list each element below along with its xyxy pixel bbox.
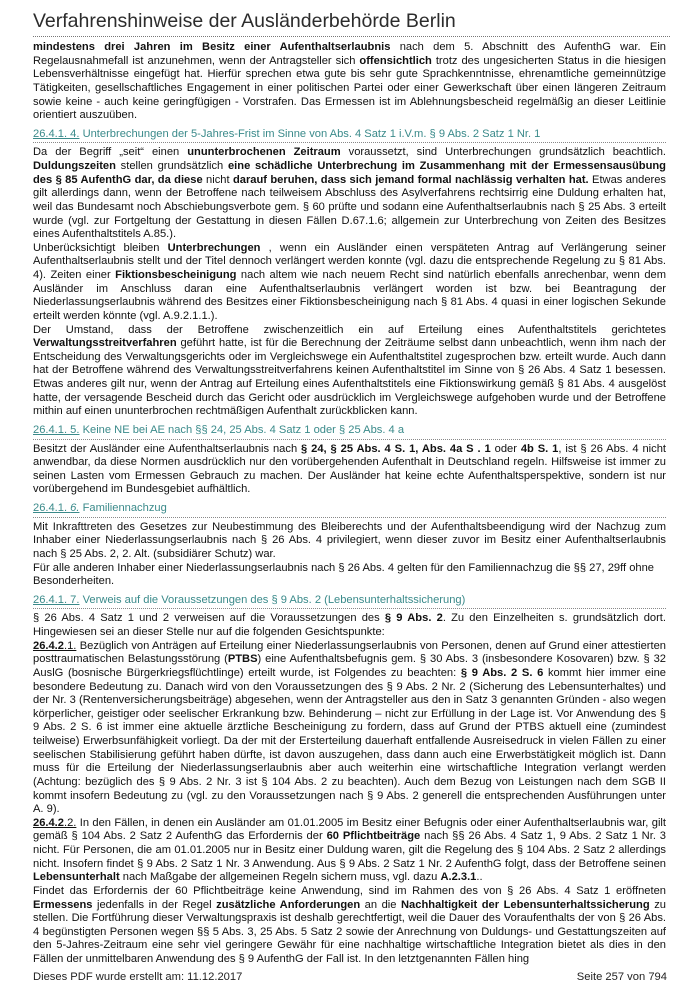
paragraph: Mit Inkrafttreten des Gesetzes zur Neubestimmung des Bleiberechts und der Aufenthaltsbeendigung wird der Nachzug zum Inhaber einer Niederlassungserlaubnis nach § 26 Abs. 4 privilegiert, wenn dieser zuvor im Besitz einer Aufenthaltserlaubnis nach § 25 Abs. 2, 2. Alt. (subsidiärer Schutz) war. xyxy=(33,520,666,560)
text: oder xyxy=(490,442,521,455)
document-body xyxy=(33,41,666,967)
bold-text: Unterbrechungen xyxy=(167,241,261,254)
title-divider xyxy=(33,36,670,37)
paragraph: Für alle anderen Inhaber einer Niederlassungserlaubnis nach § 26 Abs. 4 gelten für den Familiennachzug die §§ 27, 29ff ohne Besonderheiten. xyxy=(33,561,654,588)
text: kommt hier immer eine besondere Bedeutung zu. Danach wird von den Voraussetzungen des § 9 Abs. 2 Nr. 2 (Sicherung des Lebensunterhaltes) und der Nr. 3 (Rentenversicherungsbeiträge) abgesehen, wenn der Antragsteller aus den in Satz 3 genannten Gründen - also wegen körperlicher, geistiger oder seelischer Erkrankung bzw. Behinderung – nicht zur Erfüllung in der Lage ist. Vor Anwendung des § 9 Abs. 2 S. 6 ist immer eine aktuelle ärztliche Bescheinigung zu fordern, dass auf Grund der PTBS aktuell eine (zumindest teilweise) Erwerbsunfähigkeit vorliegt. Da der mit der Ersterteilung dauerhaft entfallende Ausreisedruck in vielen Fällen zu einer seelischen Stabilisierung geführt haben dürfte, ist davon auszugehen, dass dann auch eine Erwerbstätigkeit möglich ist. Dann muss für die Erteilung der Niederlassungserlaubnis aber auch weiterhin eine wirtschaftliche Integration verlangt werden (Achtung: bezüglich des § 9 Abs. 2 Nr. 3 ist § 104 Abs. 2 zu beachten). Auch dem Bezug von Leistungen nach dem SGB II kommt insofern Bedeutung zu (vgl. zu den Voraussetzungen nach § 9 Abs. 2 generell die entsprechenden Ausführungen unter A. 9). xyxy=(33,666,667,816)
text: stellen grundsätzlich xyxy=(115,160,228,172)
paragraph xyxy=(33,640,666,817)
text: Etwas anderes gilt allerdings dann, wenn der Betroffene nach teilweisem Abschluss des Asylverfahrens rechtsirrig eine Duldung erhalten hat, weil das Bundesamt noch Abschiebungsverbote gem. § 60 prüfte und sodann eine Aufenthaltserlaubnis nach § 25 Abs. 3 erteilt wurde (vgl. zur Fortgeltung der Gestattung in diesen Fällen D.67.1.6; allgemein zur Unterbrechung von Zeiten des Besitzes eines Aufenthaltstitels A.85.). xyxy=(33,173,666,241)
text: trotz des ungesicherten Status in die hiesigen Lebensverhältnisse eingefügt hat. Hierfür sprechen etwa gute bis sehr gute Sprachkenntnisse, ehrenamtliche gemeinnützige Tätigkeiten, gesellschaftliches Engagement in einer politischen Partei oder einer Gewerkschaft über einen längeren Zeitraum sowie keine - auch keine geringfügigen - Vorstrafen. Das Ermessen ist im Ablehnungsbescheid regelmäßig an dieser Leitlinie orientiert auszuüben. xyxy=(33,54,666,122)
text: Da der Begriff „seit“ einen xyxy=(33,146,188,159)
subsection-number: 26.4.2 xyxy=(33,816,64,829)
text: § 26 Abs. 4 Satz 1 und 2 verweisen auf die Voraussetzungen des xyxy=(33,612,385,625)
bold-text: § 24, § 25 Abs. 4 S. 1, Abs. 4a S . 1 xyxy=(301,442,491,455)
bold-text: Lebensunterhalt xyxy=(33,871,120,884)
paragraph xyxy=(33,146,666,241)
bold-text: 4b S. 1 xyxy=(520,442,559,455)
section-heading-4 xyxy=(33,128,666,144)
text: Findet das Erfordernis der 60 Pflichtbeiträge keine Anwendung, sind im Rahmen des von § 26 Abs. 4 Satz 1 eröffneten xyxy=(33,884,666,897)
intro-paragraph xyxy=(33,41,666,123)
text: nicht xyxy=(202,173,233,186)
text: jedenfalls in der Regel xyxy=(92,898,217,911)
bold-text: Ermessens xyxy=(33,898,93,911)
section-heading-6 xyxy=(33,502,666,518)
section-title: Unterbrechungen der 5-Jahres-Frist im Sinne von Abs. 4 Satz 1 i.V.m. § 9 Abs. 2 Satz 1 Nr. 1 xyxy=(79,127,541,140)
section-number[interactable]: 26.4.1. xyxy=(33,502,71,514)
bold-text: eine schädliche Unterbrechung im Zusammenhang mit der Ermessensausübung des § 85 AufenthG dar, da diese xyxy=(33,160,666,186)
footer-page-number: Seite 257 von 794 xyxy=(576,971,667,983)
section-title: Verweis auf die Voraussetzungen des § 9 Abs. 2 (Lebensunterhaltssicherung) xyxy=(79,593,466,606)
paragraph xyxy=(33,817,666,885)
text: ) eine Aufenthaltsbefugnis gem. § 30 Abs. 3 (insbesondere Kosovaren) bzw. § 32 AuslG (bosnische Bürgerkriegsflüchtlinge) erteilt wurde, ist Folgendes zu beachten: xyxy=(33,653,666,679)
bold-text: 60 Pflichtbeiträge xyxy=(326,830,421,843)
bold-text: darauf beruhen, dass sich jemand formal nachlässig verhalten hat. xyxy=(232,173,589,186)
section-title: Familiennachzug xyxy=(79,502,167,514)
text: . Zu den Einzelheiten s. grundsätzlich dort. Hingewiesen sei an dieser Stelle nur auf die folgenden Gesichtspunkte: xyxy=(33,612,666,638)
subsection-number-suffix: .1. xyxy=(63,639,77,652)
bold-text: zusätzliche Anforderungen xyxy=(216,898,361,911)
page-title: Verfahrenshinweise der Ausländerbehörde Berlin xyxy=(33,10,456,32)
bold-text: mindestens drei Jahren im Besitz einer Aufenthaltserlaubnis xyxy=(33,41,391,53)
text: , wenn ein Ausländer einen verspäteten Antrag auf Verlängerung seiner Aufenthaltserlaubnis stellt und der Titel dennoch verlängert werden konnte (vgl. dazu die entsprechende Regelung zu § 81 Abs. 4). Zeiten einer xyxy=(33,241,666,281)
bold-text: PTBS xyxy=(227,653,258,666)
text: an die xyxy=(360,898,402,911)
subsection-number-suffix: .2. xyxy=(63,816,77,829)
bold-text: Duldungszeiten xyxy=(33,160,116,172)
paragraph xyxy=(33,612,666,639)
section-number[interactable]: 26.4.1. 7. xyxy=(33,593,80,606)
text: , ist § 26 Abs. 4 nicht anwendbar, da diese Normen ausdrücklich nur den vorübergehenden Aufenthalt in Deutschland regeln. Hilfsweise ist immer zu seinen Lasten vom Ermessen Gebrauch zu machen. Der Ausländer hat keine echte Aufenthaltsperspektive, sondern ist nur vorübergehend im Bundesgebiet aufhältlich. xyxy=(33,442,666,496)
text: nach Maßgabe der allgemeinen Regeln sichern muss, vgl. dazu xyxy=(119,871,441,884)
bold-text: § 9 Abs. 2 xyxy=(384,612,443,625)
paragraph xyxy=(33,443,666,498)
section-number-suffix[interactable]: 6. xyxy=(70,502,80,514)
bold-text: Nachhaltigkeit der Lebensunterhaltssicherung xyxy=(401,898,650,911)
text: nach dem 5. Abschnitt des AufenthG war. Ein Regelausnahmefall ist anzunehmen, wenn der Antragsteller sich xyxy=(33,41,666,67)
subsection-number: 26.4.2 xyxy=(33,639,64,652)
bold-text: Fiktionsbescheinigung xyxy=(115,269,237,281)
bold-text: ununterbrochenen Zeitraum xyxy=(187,146,341,159)
section-number[interactable]: 26.4.1. 5. xyxy=(33,423,80,436)
bold-text: Verwaltungsstreitverfahren xyxy=(33,337,177,350)
bold-text: offensichtlich xyxy=(359,54,432,67)
text: geführt hatte, ist für die Berechnung der Zeiträume selbst dann unbeachtlich, wenn ihm nach der Entscheidung des Verwaltungsgerichts oder im Vergleichswege ein Aufenthaltstitel zugesprochen bzw. erteilt wurde. Auch dann hat der Betroffene während des Verwaltungsstreitverfahrens keinen Aufenthaltstitel im Sinne von § 26 Abs. 4 Satz 1 besessen. Etwas anderes gilt nur, wenn der Antrag auf Erteilung eines Aufenthaltstitels eine Fiktionswirkung gemäß § 81 Abs. 4 ausgelöst hatte, der versagende Bescheid durch das Gericht oder ausdrücklich im Vergleichswege aufgehoben wurde und der Betroffene mithin auf einen ununterbrochen rechtmäßigen Aufenthalt zurückblicken kann. xyxy=(33,337,666,418)
paragraph xyxy=(33,324,666,419)
bold-text: A.2.3.1 xyxy=(440,871,477,884)
paragraph xyxy=(33,242,666,324)
text: Der Umstand, dass der Betroffene zwischenzeitlich ein auf Erteilung eines Aufenthaltstitels gerichtetes xyxy=(33,323,666,336)
paragraph xyxy=(33,885,666,967)
text: Bezüglich von Anträgen auf Erteilung einer Niederlassungserlaubnis von Personen, denen auf Grund einer attestierten posttraumatischen Belastungsstörung ( xyxy=(33,639,666,666)
section-heading-7 xyxy=(33,594,666,610)
text: zu stellen. Die Fortführung dieser Verwaltungspraxis ist deshalb gerechtfertigt, weil die Dauer des Voraufenthalts der von § 26 Abs. 4 begünstigten Personen wegen §§ 5 Abs. 3, 25 Abs. 5 Satz 2 sowie der Anrechnung von Duldungs- und Gestattungszeiten auf den 5-Jahres-Zeitraum eine sehr viel geringere Gewähr für eine nachhaltige wirtschaftliche Integration bietet als dies in den Fällen der unmittelbaren Anwendung des § 9 AufenthG der Fall ist. In den letztgenannten Fällen hing xyxy=(33,898,666,965)
section-heading-5 xyxy=(33,424,666,440)
text: Besitzt der Ausländer eine Aufenthaltserlaubnis nach xyxy=(33,442,302,455)
section-title: Keine NE bei AE nach §§ 24, 25 Abs. 4 Satz 1 oder § 25 Abs. 4 a xyxy=(79,423,405,436)
text: In den Fällen, in denen ein Ausländer am 01.01.2005 im Besitz einer Befugnis oder einer Aufenthaltserlaubnis war, gilt gemäß § 104 Abs. 2 Satz 2 AufenthG das Erfordernis der xyxy=(33,816,666,843)
bold-text: § 9 Abs. 2 S. 6 xyxy=(460,666,544,679)
text: nach §§ 26 Abs. 4 Satz 1, 9 Abs. 2 Satz 1 Nr. 3 nicht. Für Personen, die am 01.01.2005 nur in Besitz einer Duldung waren, gilt die Regelung des § 104 Abs. 2 Satz 2 allerdings nicht. Insofern findet § 9 Abs. 2 Satz 1 Nr. 3 Anwendung. Aus § 9 Abs. 2 Satz 1 Nr. 2 AufenthG folgt, dass der Betroffene seinen xyxy=(33,830,667,870)
section-number[interactable]: 26.4.1. 4. xyxy=(33,127,80,140)
footer-created-date: Dieses PDF wurde erstellt am: 11.12.2017 xyxy=(33,971,243,983)
text: .. xyxy=(476,871,483,884)
text: voraussetzt, sind Unterbrechungen grundsätzlich beachtlich. xyxy=(340,146,666,159)
text: nach altem wie nach neuem Recht sind natürlich ebenfalls anrechenbar, wenn dem Ausländer im Anschluss daran eine Aufenthaltserlaubnis verlängert worden ist bzw. bei Beantragung der Niederlassungserlaubnis während des Besitzes einer Fiktionsbescheinigung nach § 81 Abs. 4 quasi in einer logischen Sekunde erteilt werden könnte (vgl. A.9.2.1.1.). xyxy=(33,269,666,322)
text: Unberücksichtigt bleiben xyxy=(33,241,168,254)
